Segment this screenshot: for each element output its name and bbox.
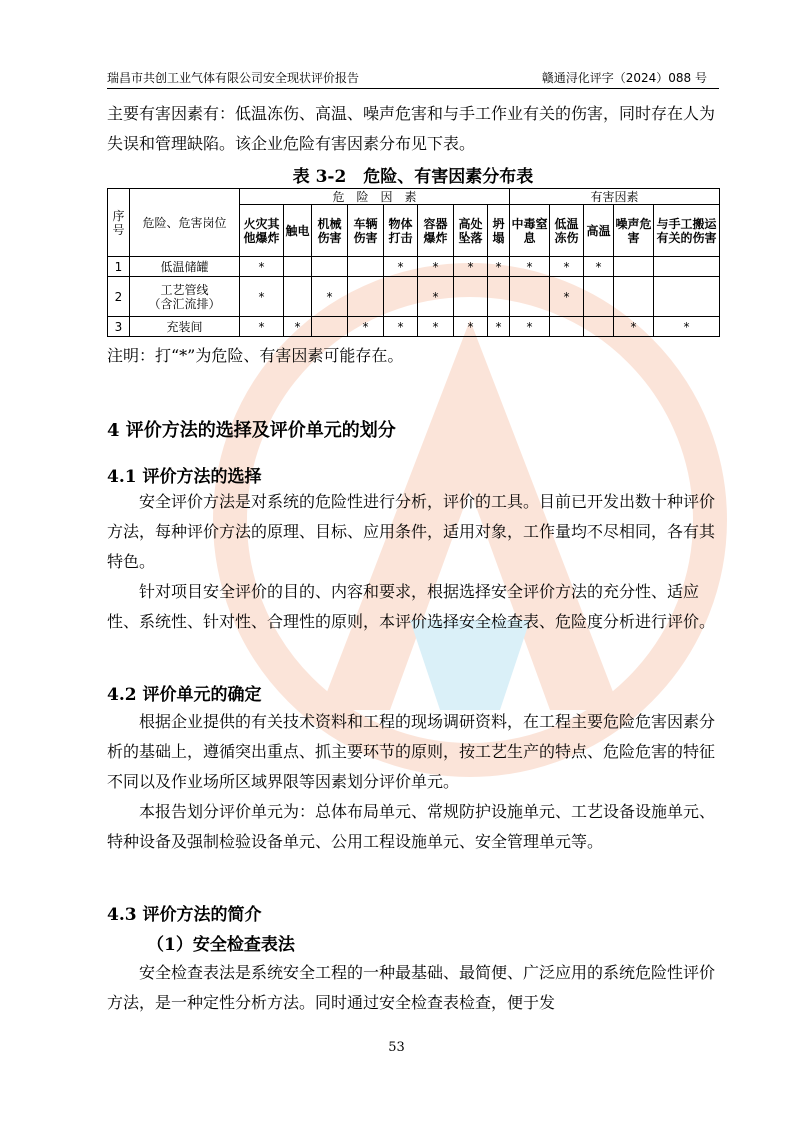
col-header-0: 火灾其他爆炸 <box>240 205 284 257</box>
hazard-mark <box>284 257 312 277</box>
table-note: 注明：打“*”为危险、有害因素可能存在。 <box>107 346 404 365</box>
hazard-mark: * <box>454 257 488 277</box>
hazard-mark: * <box>418 317 454 337</box>
danger-group-header: 危 险 因 素 <box>240 189 510 205</box>
table-caption: 表 3-2 危险、有害因素分布表 <box>292 167 534 187</box>
page-number: 53 <box>388 1040 405 1055</box>
hazard-mark <box>584 277 614 317</box>
col-post-header: 危险、危害岗位 <box>130 189 240 257</box>
col-header-12: 与手工搬运有关的伤害 <box>654 205 720 257</box>
col-header-6: 高处坠落 <box>454 205 488 257</box>
col-header-3: 车辆伤害 <box>348 205 384 257</box>
row-post: 低温储罐 <box>130 257 240 277</box>
hazard-mark: * <box>510 257 550 277</box>
hazard-mark <box>654 257 720 277</box>
col-header-4: 物体打击 <box>384 205 418 257</box>
hazard-mark: * <box>384 257 418 277</box>
hazard-mark: * <box>240 317 284 337</box>
hazard-mark: * <box>488 317 510 337</box>
section-4-3-para-1: 安全检查表法是系统安全工程的一种最基础、最简便、广泛应用的系统危险性评价方法，是一种定性分析方法。同时通过安全检查表检查，便于发 <box>107 963 716 1012</box>
section-4-title: 4 评价方法的选择及评价单元的划分 <box>107 420 396 441</box>
hazard-mark: * <box>550 257 584 277</box>
hazard-mark: * <box>384 317 418 337</box>
hazard-mark <box>384 277 418 317</box>
harm-group-header: 有害因素 <box>510 189 720 205</box>
row-seq: 1 <box>108 257 130 277</box>
col-header-8: 中毒窒息 <box>510 205 550 257</box>
hazard-mark: * <box>550 277 584 317</box>
section-4-1-title: 4.1 评价方法的选择 <box>107 467 262 487</box>
hazard-distribution-table <box>107 188 720 337</box>
col-header-1: 触电 <box>284 205 312 257</box>
header-divider <box>107 88 719 89</box>
intro-paragraph: 主要有害因素有：低温冻伤、高温、噪声危害和与手工作业有关的伤害，同时存在人为失误和管理缺陷。该企业危险有害因素分布见下表。 <box>107 104 716 153</box>
hazard-mark: * <box>454 317 488 337</box>
hazard-mark: * <box>312 277 348 317</box>
hazard-mark <box>348 257 384 277</box>
hazard-mark <box>488 277 510 317</box>
header-report-no: 赣通浔化评字（2024）088 号 <box>541 71 707 85</box>
hazard-mark: * <box>418 277 454 317</box>
hazard-mark: * <box>348 317 384 337</box>
hazard-mark: * <box>240 257 284 277</box>
col-header-2: 机械伤害 <box>312 205 348 257</box>
col-header-11: 噪声危害 <box>614 205 654 257</box>
hazard-mark: * <box>510 317 550 337</box>
hazard-mark: * <box>488 257 510 277</box>
col-header-10: 高温 <box>584 205 614 257</box>
table-row <box>108 317 720 337</box>
hazard-mark <box>454 277 488 317</box>
section-4-3-title: 4.3 评价方法的简介 <box>107 905 262 925</box>
hazard-mark <box>654 277 720 317</box>
header-company: 瑞昌市共创工业气体有限公司安全现状评价报告 <box>107 71 360 85</box>
hazard-mark: * <box>654 317 720 337</box>
hazard-mark <box>348 277 384 317</box>
section-4-2-para-1: 根据企业提供的有关技术资料和工程的现场调研资料，在工程主要危险危害因素分析的基础上，遵循突出重点、抓主要环节的原则，按工艺生产的特点、危险危害的特征不同以及作业场所区域界限等因素划分评价单元。 <box>107 712 716 791</box>
hazard-mark <box>284 277 312 317</box>
section-4-2-title: 4.2 评价单元的确定 <box>107 685 262 705</box>
hazard-mark <box>550 317 584 337</box>
hazard-mark <box>510 277 550 317</box>
row-post: 充装间 <box>130 317 240 337</box>
hazard-mark <box>312 317 348 337</box>
row-seq: 2 <box>108 277 130 317</box>
row-seq: 3 <box>108 317 130 337</box>
section-4-1-para-2: 针对项目安全评价的目的、内容和要求，根据选择安全评价方法的充分性、适应性、系统性、针对性、合理性的原则，本评价选择安全检查表、危险度分析进行评价。 <box>107 582 716 631</box>
hazard-mark: * <box>284 317 312 337</box>
col-header-7: 坍塌 <box>488 205 510 257</box>
section-4-2-para-2: 本报告划分评价单元为：总体布局单元、常规防护设施单元、工艺设备设施单元、特种设备及强制检验设备单元、公用工程设施单元、安全管理单元等。 <box>107 802 716 851</box>
section-4-3-subtitle: （1）安全检查表法 <box>147 935 295 955</box>
hazard-mark: * <box>584 257 614 277</box>
hazard-mark <box>584 317 614 337</box>
hazard-mark: * <box>418 257 454 277</box>
col-header-5: 容器爆炸 <box>418 205 454 257</box>
hazard-mark <box>312 257 348 277</box>
table-row <box>108 257 720 277</box>
hazard-mark <box>614 257 654 277</box>
section-4-1-para-1: 安全评价方法是对系统的危险性进行分析，评价的工具。目前已开发出数十种评价方法，每种评价方法的原理、目标、应用条件，适用对象，工作量均不尽相同，各有其特色。 <box>107 492 716 571</box>
row-post: 工艺管线 （含汇流排） <box>130 277 240 317</box>
table-row <box>108 277 720 317</box>
col-seq-header: 序号 <box>108 189 130 257</box>
hazard-mark: * <box>240 277 284 317</box>
col-header-9: 低温冻伤 <box>550 205 584 257</box>
hazard-mark: * <box>614 317 654 337</box>
hazard-mark <box>614 277 654 317</box>
page-header <box>107 66 707 86</box>
